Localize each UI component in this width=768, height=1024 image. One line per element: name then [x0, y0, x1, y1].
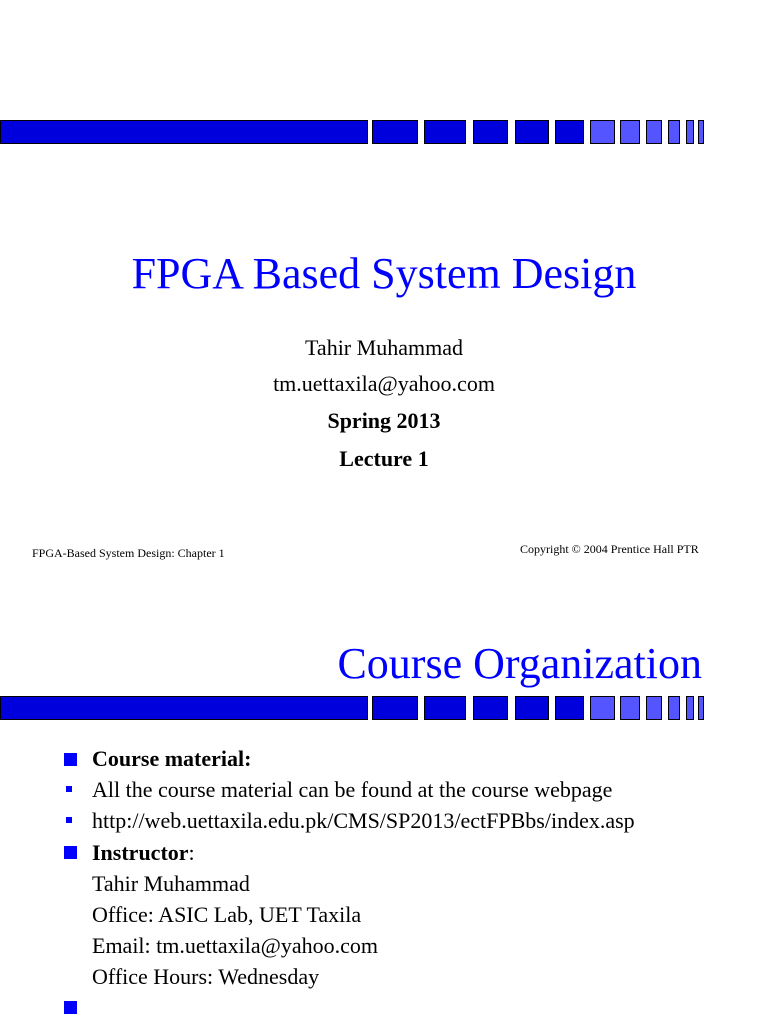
- bar-segment: [473, 120, 508, 144]
- bar-segment: [668, 120, 680, 144]
- bar-segment: [372, 120, 418, 144]
- decorative-bar-header: [0, 696, 706, 722]
- bar-segment: [515, 696, 549, 720]
- small-square-bullet-icon: [66, 817, 72, 823]
- material-link[interactable]: http://web.uettaxila.edu.pk/CMS/SP2013/ectFPBbs/index.asp: [92, 808, 635, 833]
- bar-segment: [515, 120, 549, 144]
- bar-segment: [646, 120, 662, 144]
- course-organization-slide: [0, 580, 768, 1024]
- instructor-colon: :: [188, 840, 195, 865]
- instructor-email: Email: tm.uettaxila@yahoo.com: [92, 933, 379, 958]
- bar-segment: [0, 120, 368, 144]
- footer-copyright: Copyright © 2004 Prentice Hall PTR: [520, 542, 699, 556]
- author-name: Tahir Muhammad: [305, 335, 463, 360]
- instructor-heading: [92, 840, 195, 866]
- instructor-office: Office: ASIC Lab, UET Taxila: [92, 902, 362, 927]
- bar-segment: [646, 696, 662, 720]
- bar-segment: [698, 120, 704, 144]
- bar-segment: [620, 120, 640, 144]
- bar-segment: [620, 696, 640, 720]
- bar-segment: [424, 120, 466, 144]
- bar-segment: [686, 696, 694, 720]
- instructor-name: Tahir Muhammad: [92, 871, 250, 896]
- small-square-bullet-icon: [66, 786, 72, 792]
- bar-segment: [372, 696, 418, 720]
- bar-segment: [590, 120, 615, 144]
- instructor-label: Instructor: [92, 840, 189, 865]
- bar-segment: [590, 696, 615, 720]
- term-label: Spring 2013: [327, 408, 441, 433]
- course-material-heading: Course material:: [92, 746, 252, 771]
- slide-title: FPGA Based System Design: [131, 249, 637, 298]
- material-item: All the course material can be found at the course webpage: [92, 777, 613, 802]
- bar-segment: [473, 696, 508, 720]
- bar-segment: [555, 696, 584, 720]
- bar-segment: [698, 696, 704, 720]
- bar-segment: [424, 696, 466, 720]
- square-bullet-icon: [64, 846, 77, 859]
- author-email: tm.uettaxila@yahoo.com: [273, 371, 495, 396]
- bar-segment: [668, 696, 680, 720]
- bar-segment: [0, 696, 368, 720]
- square-bullet-icon: [64, 753, 77, 766]
- instructor-hours: Office Hours: Wednesday: [92, 964, 320, 989]
- lecture-label: Lecture 1: [339, 446, 429, 471]
- footer-chapter: FPGA-Based System Design: Chapter 1: [32, 546, 225, 560]
- slide-title: Course Organization: [337, 639, 702, 688]
- bar-segment: [555, 120, 584, 144]
- bar-segment: [686, 120, 694, 144]
- square-bullet-icon: [64, 1001, 77, 1014]
- decorative-bar-top: [0, 120, 706, 146]
